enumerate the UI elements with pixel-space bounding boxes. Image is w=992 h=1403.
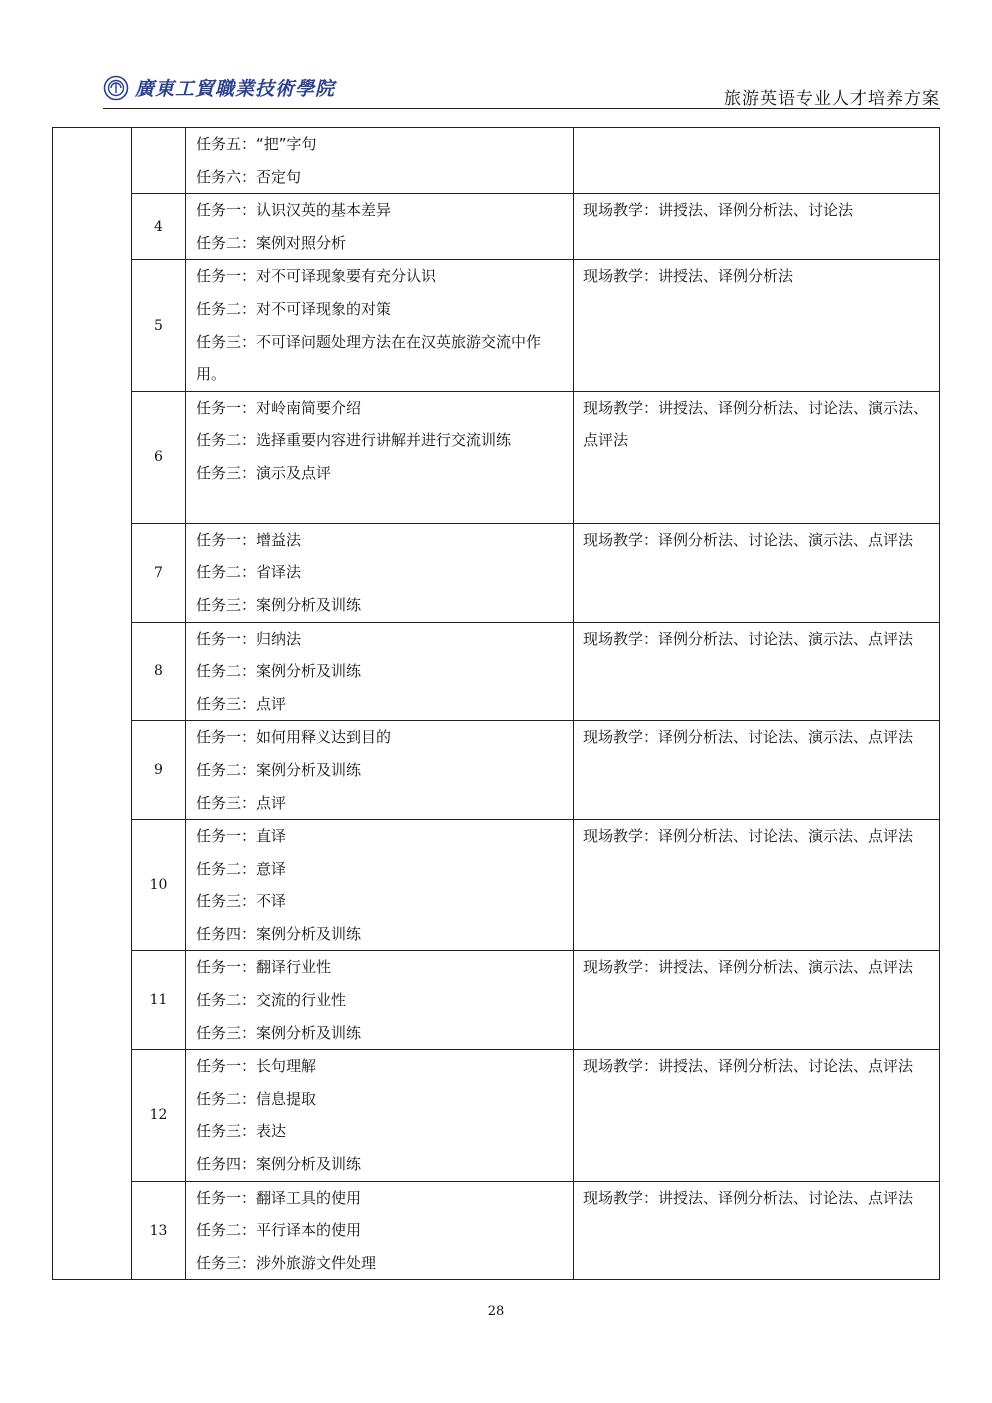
table-row <box>53 391 940 523</box>
task-item: 任务二：案例分析及训练 <box>196 662 362 681</box>
row-number-cell: 4 <box>132 194 186 260</box>
task-item: 任务四：案例分析及训练 <box>196 924 362 943</box>
teaching-method-text: 现场教学：讲授法、译例分析法、讨论法 <box>583 201 854 220</box>
teaching-method-cell <box>574 128 940 194</box>
task-item: 任务三：演示及点评 <box>196 463 332 482</box>
task-item: 任务一：直译 <box>196 827 287 846</box>
table-row <box>53 260 940 391</box>
table-row <box>53 523 940 622</box>
school-emblem-icon <box>103 75 129 101</box>
task-item: 任务三：点评 <box>196 793 287 812</box>
task-item: 任务二：案例分析及训练 <box>196 760 362 779</box>
course-plan-table <box>52 127 940 1280</box>
teaching-method-text: 现场教学：译例分析法、讨论法、演示法、点评法 <box>583 728 914 747</box>
teaching-method-cell <box>574 622 940 721</box>
task-item: 任务一：翻译工具的使用 <box>196 1188 362 1207</box>
teaching-method-text: 现场教学：讲授法、译例分析法、讨论法、点评法 <box>583 1188 914 1207</box>
task-item: 任务三：不可译问题处理方法在在汉英旅游交流中作用。 <box>196 332 542 384</box>
merged-blank-cell <box>53 128 132 1280</box>
task-item: 任务三：点评 <box>196 694 287 713</box>
row-number-cell <box>132 128 186 194</box>
teaching-method-cell <box>574 260 940 391</box>
task-item: 任务二：交流的行业性 <box>196 991 347 1010</box>
task-item: 任务三：不译 <box>196 892 287 911</box>
row-number-cell: 12 <box>132 1050 186 1181</box>
teaching-method-cell <box>574 951 940 1050</box>
task-item: 任务一：如何用释义达到目的 <box>196 728 392 747</box>
header-divider <box>103 108 940 109</box>
row-number-cell: 8 <box>132 622 186 721</box>
tasks-cell <box>186 128 574 194</box>
task-item: 任务六：否定句 <box>196 167 302 186</box>
table-row <box>53 1050 940 1181</box>
task-item: 任务一：归纳法 <box>196 629 302 648</box>
row-number-cell: 9 <box>132 721 186 820</box>
school-logo <box>103 74 335 101</box>
teaching-method-text: 现场教学：译例分析法、讨论法、演示法、点评法 <box>583 530 914 549</box>
task-item: 任务二：信息提取 <box>196 1089 317 1108</box>
task-item: 任务一：认识汉英的基本差异 <box>196 201 392 220</box>
teaching-method-text: 现场教学：讲授法、译例分析法 <box>583 267 794 286</box>
teaching-method-cell <box>574 523 940 622</box>
table-row <box>53 721 940 820</box>
tasks-cell <box>186 391 574 523</box>
task-item: 任务二：省译法 <box>196 563 302 582</box>
task-item: 任务一：对岭南简要介绍 <box>196 398 362 417</box>
document-title: 旅游英语专业人才培养方案 <box>724 89 940 109</box>
tasks-cell <box>186 523 574 622</box>
school-name: 廣東工貿職業技術學院 <box>135 78 336 100</box>
task-item: 任务四：案例分析及训练 <box>196 1155 362 1174</box>
tasks-cell <box>186 1050 574 1181</box>
teaching-method-text: 现场教学：译例分析法、讨论法、演示法、点评法 <box>583 827 914 846</box>
task-item: 任务二：案例对照分析 <box>196 233 347 252</box>
teaching-method-cell <box>574 1050 940 1181</box>
table-row <box>53 820 940 951</box>
teaching-method-text: 现场教学：译例分析法、讨论法、演示法、点评法 <box>583 629 914 648</box>
tasks-cell <box>186 1181 574 1280</box>
task-item: 任务三：案例分析及训练 <box>196 595 362 614</box>
tasks-cell <box>186 721 574 820</box>
row-number-cell: 7 <box>132 523 186 622</box>
teaching-method-cell <box>574 391 940 523</box>
teaching-method-cell <box>574 194 940 260</box>
table-row <box>53 194 940 260</box>
row-number-cell: 6 <box>132 391 186 523</box>
table-row <box>53 951 940 1050</box>
tasks-cell <box>186 622 574 721</box>
row-number-cell: 10 <box>132 820 186 951</box>
teaching-method-text: 现场教学：讲授法、译例分析法、演示法、点评法 <box>583 958 914 977</box>
teaching-method-cell <box>574 820 940 951</box>
teaching-method-text: 现场教学：讲授法、译例分析法、讨论法、演示法、点评法 <box>583 398 929 450</box>
task-item: 任务三：涉外旅游文件处理 <box>196 1253 377 1272</box>
task-item: 任务一：对不可译现象要有充分认识 <box>196 267 437 286</box>
task-item: 任务一：长句理解 <box>196 1057 317 1076</box>
teaching-method-cell <box>574 1181 940 1280</box>
task-item: 任务三：表达 <box>196 1122 287 1141</box>
task-item: 任务五：“把”字句 <box>196 135 317 153</box>
teaching-method-cell <box>574 721 940 820</box>
row-number-cell: 5 <box>132 260 186 391</box>
table-row <box>53 128 940 194</box>
row-number-cell: 11 <box>132 951 186 1050</box>
page-number: 28 <box>487 1304 505 1319</box>
task-item: 任务二：意译 <box>196 859 287 878</box>
task-item: 任务二：选择重要内容进行讲解并进行交流训练 <box>196 431 512 450</box>
task-item: 任务一：增益法 <box>196 530 302 549</box>
table-row <box>53 622 940 721</box>
tasks-cell <box>186 260 574 391</box>
tasks-cell <box>186 951 574 1050</box>
tasks-cell <box>186 820 574 951</box>
row-number-cell: 13 <box>132 1181 186 1280</box>
teaching-method-text: 现场教学：讲授法、译例分析法、讨论法、点评法 <box>583 1057 914 1076</box>
task-item: 任务二：对不可译现象的对策 <box>196 299 392 318</box>
page-header <box>103 70 940 110</box>
table-row <box>53 1181 940 1280</box>
task-item: 任务一：翻译行业性 <box>196 958 332 977</box>
tasks-cell <box>186 194 574 260</box>
task-item: 任务三：案例分析及训练 <box>196 1023 362 1042</box>
task-item: 任务二：平行译本的使用 <box>196 1221 362 1240</box>
